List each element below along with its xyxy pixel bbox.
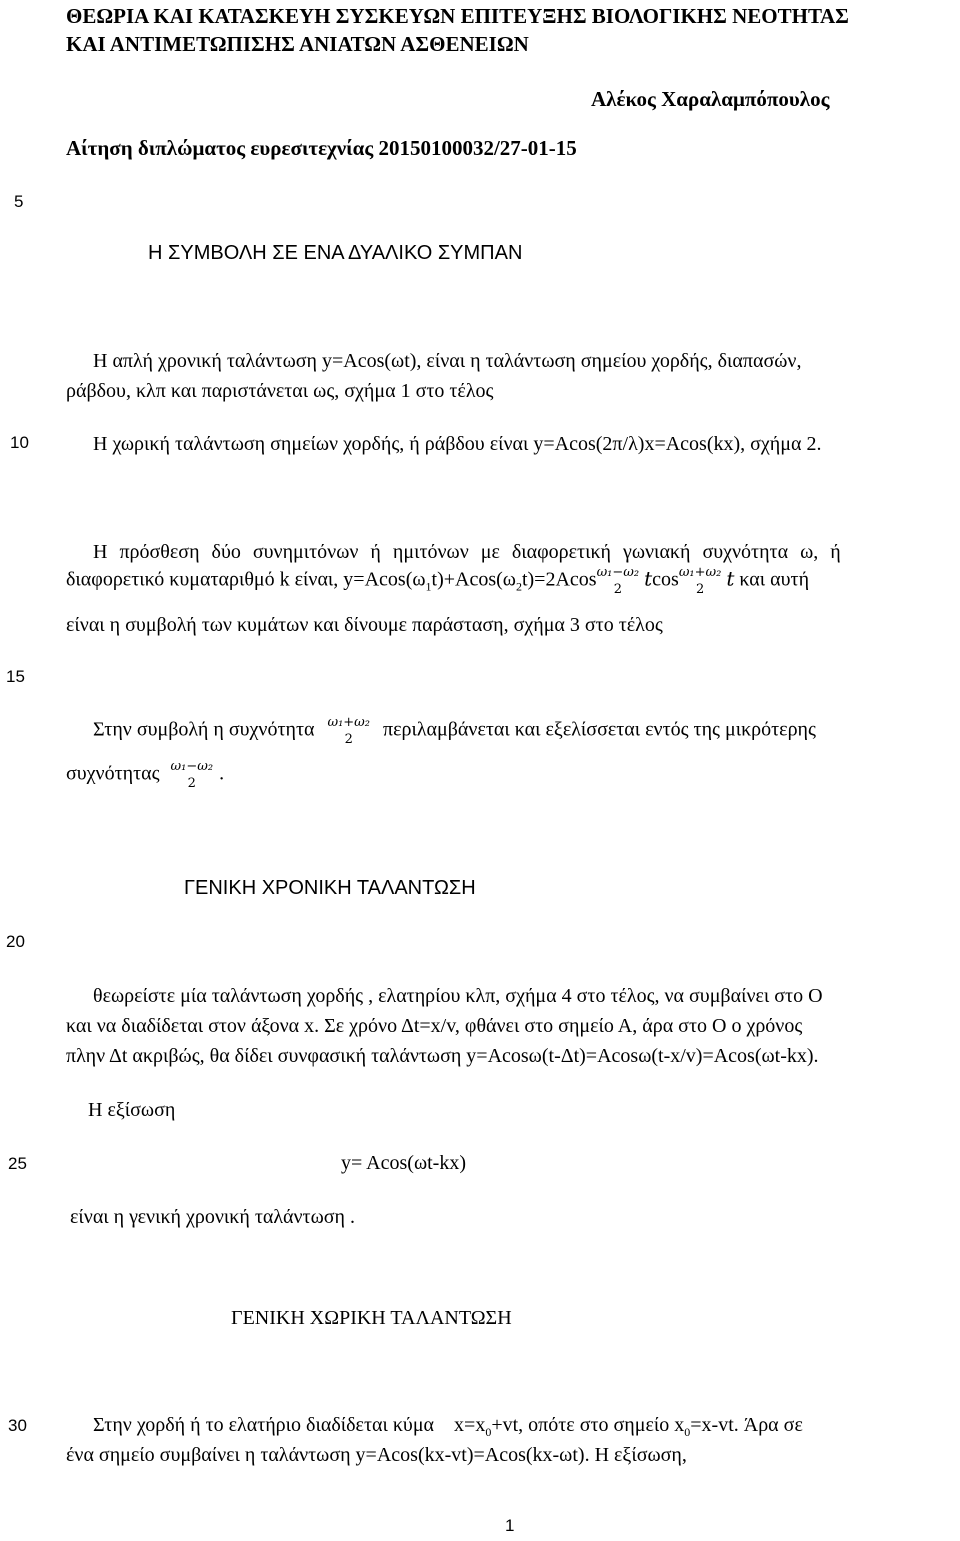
document-title-line-2: ΚΑΙ ΑΝΤΙΜΕΤΩΠΙΣΗΣ ΑΝΙΑΤΩΝ ΑΣΘΕΝΕΙΩΝ [66, 32, 529, 56]
paragraph-line [93, 1414, 803, 1440]
fraction-sum [679, 566, 722, 596]
paragraph-line: θεωρείστε μία ταλάντωση χορδής , ελατηρίου κλπ, σχήμα 4 στο τέλος, να συμβαίνει στο Ο [93, 985, 823, 1007]
paragraph-text: x=x [454, 1414, 486, 1436]
line-number-20: 20 [6, 932, 25, 951]
paragraph-line: είναι η γενική χρονική ταλάντωση . [70, 1206, 355, 1228]
formula-text: t)=2Acos [521, 568, 597, 591]
formula-text: διαφορετικό κυματαριθμό k είναι, y=Acos(ω [66, 568, 426, 591]
fraction-numerator: ω₁−ω₂ [596, 565, 640, 580]
paragraph-line [66, 760, 224, 790]
subscript: 1 [425, 579, 432, 594]
paragraph-text: Στην χορδή ή το ελατήριο διαδίδεται κύμα [93, 1414, 435, 1436]
paragraph-line: Η πρόσθεση δύο συνημιτόνων ή ημιτόνων με διαφορετική γωνιακή συχνότητα ω, ή [93, 541, 841, 563]
paragraph-line: και να διαδίδεται στον άξονα x. Σε χρόνο Δt=x/v, φθάνει στο σημείο Α, άρα στο Ο ο χρόνος [66, 1015, 803, 1037]
paragraph-text: Στην συμβολή η συχνότητα [93, 718, 315, 741]
paragraph-line: Η χωρική ταλάντωση σημείων χορδής, ή ράβδου είναι y=Acos(2π/λ)x=Acos(kx), σχήμα 2. [93, 433, 822, 455]
fraction-denominator: 2 [344, 732, 353, 747]
section-heading-xoriki: ΓΕΝΙΚΗ ΧΩΡΙΚΗ ΤΑΛΑΝΤΩΣΗ [231, 1307, 512, 1329]
line-number-10: 10 [10, 433, 29, 452]
fraction-numerator: ω₁+ω₂ [678, 565, 722, 580]
line-number-25: 25 [8, 1154, 27, 1173]
paragraph-line: ράβδου, κλπ και παριστάνεται ως, σχήμα 1 στο τέλος [66, 380, 494, 402]
page-number: 1 [505, 1516, 515, 1535]
time-variable: t [644, 566, 653, 591]
time-variable: t [726, 566, 735, 591]
paragraph-line [93, 716, 816, 746]
fraction-denominator: 2 [187, 776, 196, 791]
paragraph-text: +vt, οπότε στο σημείο x [491, 1414, 685, 1436]
paragraph-text: περιλαμβάνεται και εξελίσσεται εντός της μικρότερης [383, 718, 816, 741]
general-equation: y= Acos(ωt-kx) [341, 1152, 466, 1174]
subscript: 0 [485, 1425, 492, 1439]
interference-formula-line [66, 566, 809, 596]
formula-text: cos [652, 568, 679, 591]
author-name: Αλέκος Χαραλαμπόπουλος [591, 87, 830, 111]
formula-text: t)+Acos(ω [431, 568, 516, 591]
paragraph-line: Η εξίσωση [88, 1099, 176, 1121]
fraction-numerator: ω₁−ω₂ [170, 759, 214, 774]
paragraph-line: ένα σημείο συμβαίνει η ταλάντωση y=Acos(kx-vt)=Acos(kx-ωt). Η εξίσωση, [66, 1444, 687, 1466]
paragraph-line: πλην Δt ακριβώς, θα δίδει συνφασική ταλάντωση y=Acosω(t-Δt)=Acosω(t-x/v)=Acos(ωt-kx). [66, 1045, 819, 1067]
paragraph-text: =x-vt. Άρα σε [690, 1414, 803, 1436]
section-heading-xroniki: ΓΕΝΙΚΗ ΧΡΟΝΙΚΗ ΤΑΛΑΝΤΩΣΗ [184, 877, 476, 899]
formula-text: και αυτή [739, 568, 810, 591]
document-title-line-1: ΘΕΩΡΙΑ ΚΑΙ ΚΑΤΑΣΚΕΥΗ ΣΥΣΚΕΥΩΝ ΕΠΙΤΕΥΞΗΣ ΒΙΟΛΟΓΙΚΗΣ ΝΕΟΤΗΤΑΣ [66, 4, 849, 28]
subscript: 0 [684, 1425, 691, 1439]
subscript: 2 [515, 579, 522, 594]
fraction-sum [327, 716, 370, 746]
line-number-30: 30 [8, 1416, 27, 1435]
fraction-difference [171, 760, 214, 790]
line-number-15: 15 [6, 667, 25, 686]
paragraph-line: Η απλή χρονική ταλάντωση y=Acos(ωt), είναι η ταλάντωση σημείου χορδής, διαπασών, [93, 350, 802, 372]
line-number-5: 5 [14, 192, 24, 211]
fraction-denominator: 2 [613, 582, 622, 597]
paragraph-line: είναι η συμβολή των κυμάτων και δίνουμε παράσταση, σχήμα 3 στο τέλος [66, 614, 663, 636]
fraction-denominator: 2 [695, 582, 705, 597]
paragraph-text: συχνότητας [66, 762, 160, 785]
section-heading-symvoli: Η ΣΥΜΒΟΛΗ ΣΕ ΕΝΑ ΔΥΑΛΙΚΟ ΣΥΜΠΑΝ [148, 242, 523, 264]
patent-application: Αίτηση διπλώματος ευρεσιτεχνίας 20150100032/27-01-15 [66, 136, 577, 160]
fraction-difference [597, 566, 640, 596]
paragraph-text: . [219, 762, 225, 785]
fraction-numerator: ω₁+ω₂ [327, 715, 370, 730]
